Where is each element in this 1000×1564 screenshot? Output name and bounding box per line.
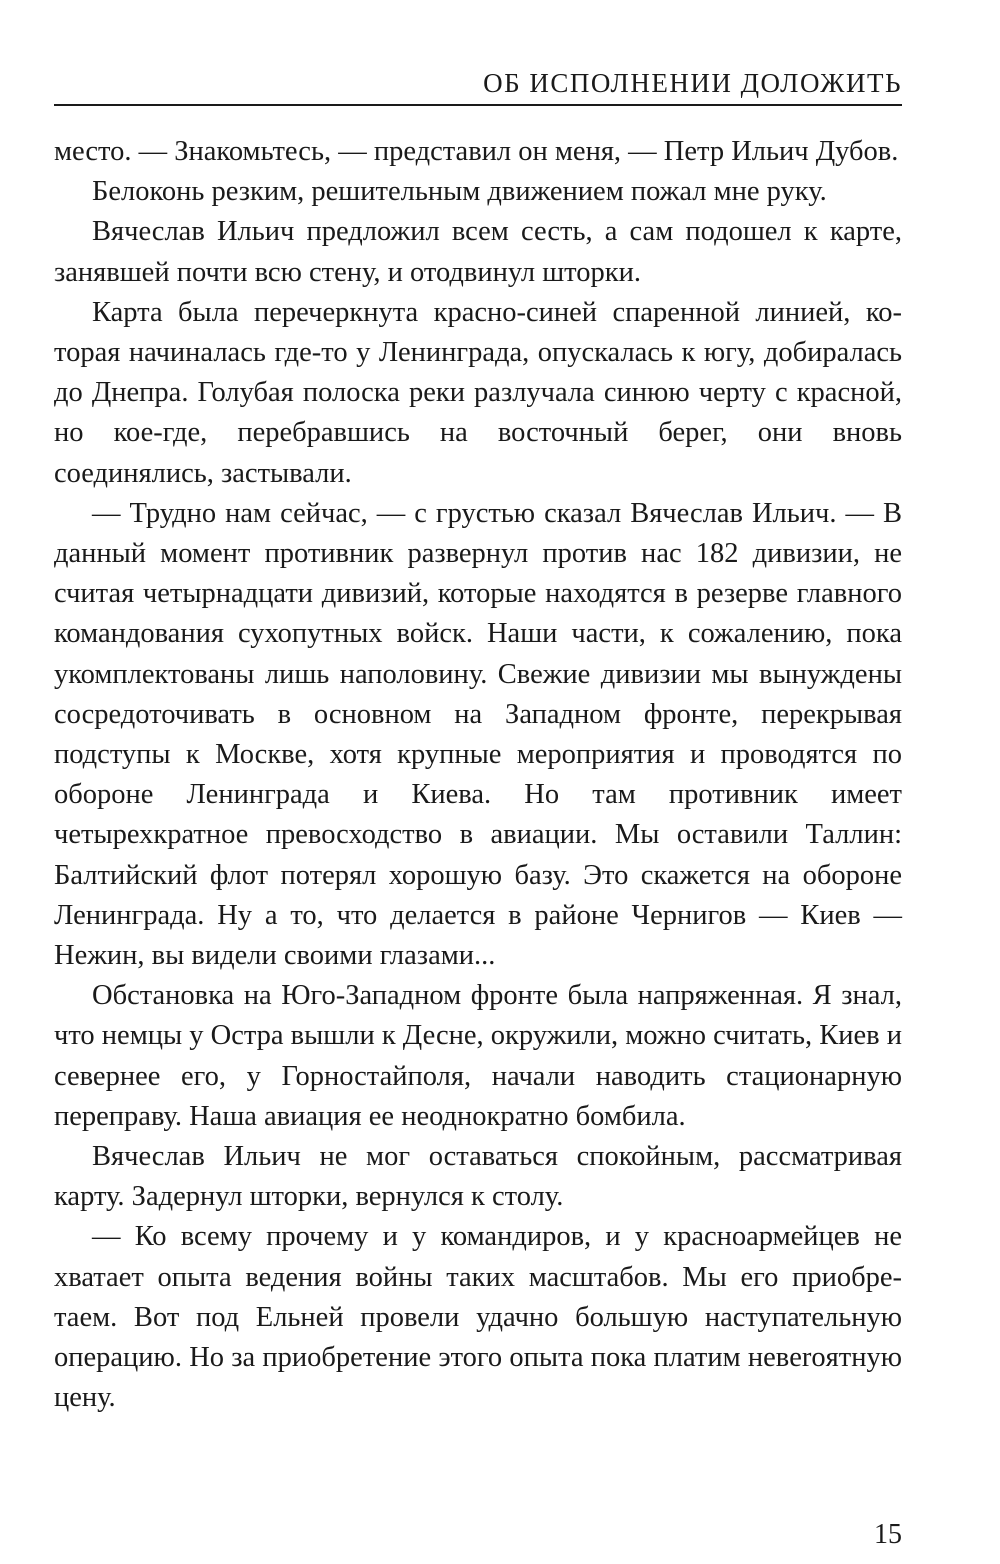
running-head: ОБ ИСПОЛНЕНИИ ДОЛОЖИТЬ xyxy=(54,66,902,106)
paragraph: — Трудно нам сейчас, — с грустью сказал Вячеслав Ильич. — В данный момент противник развернул против нас 182 дивизии, не считая четырнадцати дивизий, которые находятся в резерве главного командования сухопутных войск. Наши части, к сожалению, пока укомплектованы лишь наполовину. Свежие дивизии мы вынуждены сосредоточивать в основном на Западном фронте, перекрывая подступы к Москве, хотя крупные мероприятия и проводятся по обороне Ленинграда и Киева. Но там противник имеет четырехкратное превосходство в авиации. Мы оставили Таллин: Балтийский флот потерял хорошую базу. Это скажется на обороне Ленинграда. Ну а то, что делается в районе Чернигов — Киев — Нежин, вы видели своими глазами... xyxy=(54,497,902,972)
paragraph: Вячеслав Ильич не мог оставаться спокойным, рассматривая карту. Задернул шторки, вернулся к столу. xyxy=(54,1141,902,1213)
body-text xyxy=(54,132,902,1419)
paragraph: Белоконь резким, решительным движением пожал мне руку. xyxy=(92,176,827,208)
paragraph: — Ко всему прочему и у командиров, и у красноармейцев не хватает опыта ведения войны таких масштабов. Мы его приобретаем. Вот под Ельней провели удачно большую наступательную операцию. Но за приобретение этого опыта пока платим невeroятную цену. xyxy=(54,1221,902,1414)
paragraph: Вячеслав Ильич предложил всем сесть, а сам подошел к карте, занявшей почти всю стену, и отодвинул шторки. xyxy=(54,216,902,288)
page-number: 15 xyxy=(874,1519,902,1550)
paragraph: Карта была перечеркнута красно-синей спаренной линией, которая начиналась где-то у Ленинграда, опускалась к югу, добиралась до Днепра. Голубая полоска реки разлучала синюю черту с красной, но кое-где, перебравшись на восточный берег, они вновь соединялись, застывали. xyxy=(54,296,902,489)
paragraph: Обстановка на Юго-Западном фронте была напряженная. Я знал, что немцы у Остра вышли к Десне, окружили, можно считать, Киев и севернее его, у Горностайполя, начали наводить стационарную переправу. Наша авиация ее неоднократно бомбила. xyxy=(54,980,902,1132)
paragraph: место. — Знакомьтесь, — представил он меня, — Петр Ильич Дубов. xyxy=(54,136,899,167)
